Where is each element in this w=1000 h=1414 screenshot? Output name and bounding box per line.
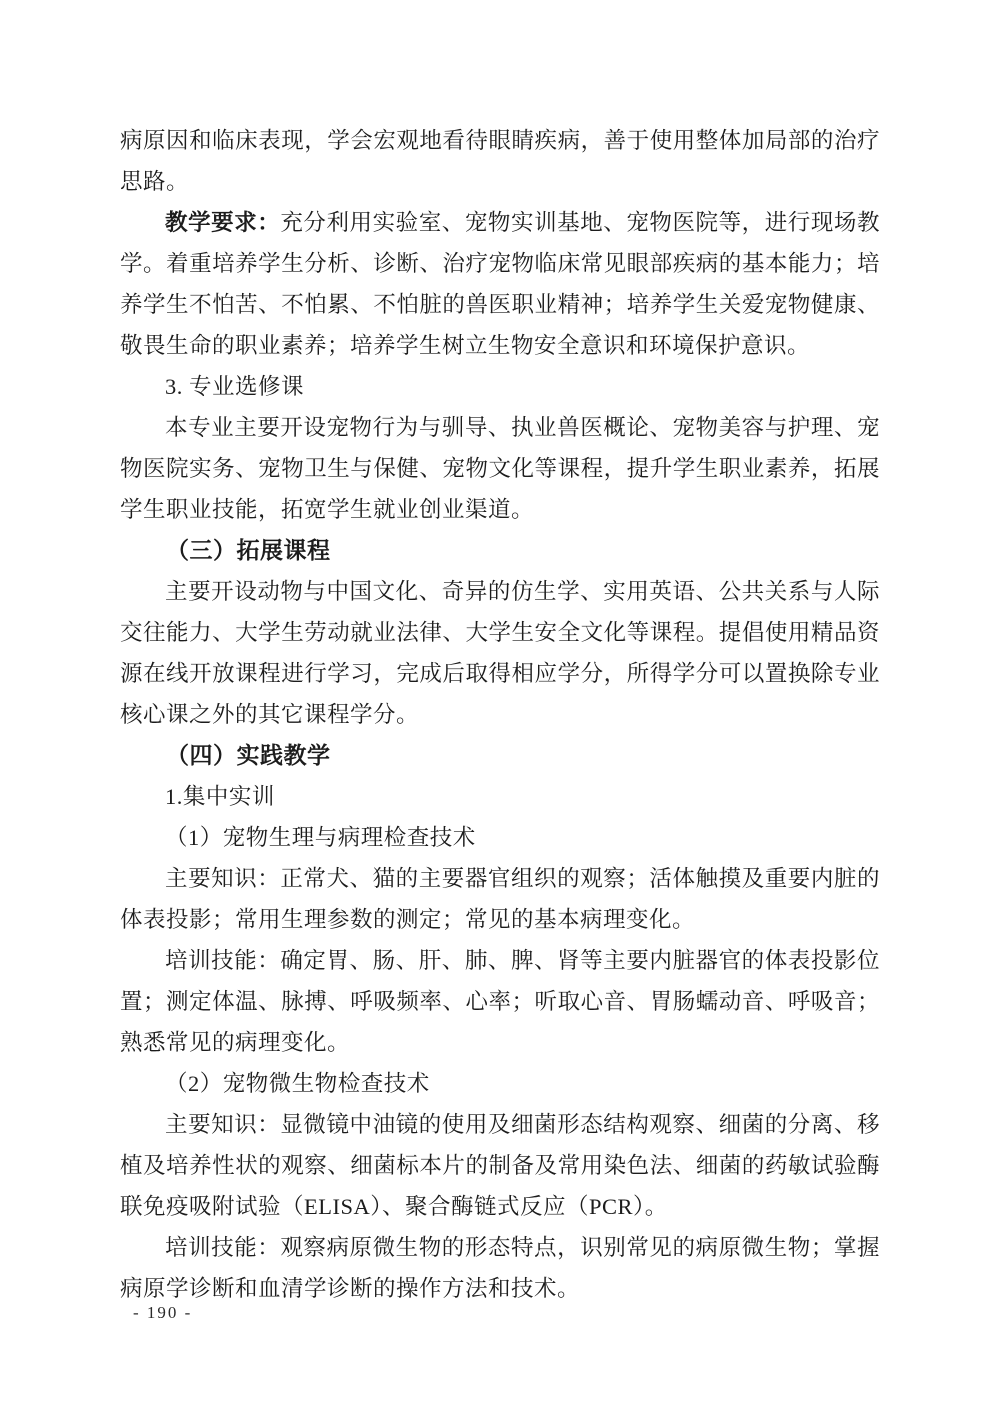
paragraph-eye-disease-continuation: 病原因和临床表现，学会宏观地看待眼睛疾病，善于使用整体加局部的治疗思路。 (120, 128, 880, 194)
list-item-elective-courses: 3. 专业选修课 (165, 374, 305, 399)
teaching-requirements-label: 教学要求： (165, 210, 281, 235)
paragraph-main-knowledge-physiology: 主要知识：正常犬、猫的主要器官组织的观察；活体触摸及重要内脏的体表投影；常用生理参数的测定；常见的基本病理变化。 (120, 866, 880, 932)
paragraph-training-skills-microbiology: 培训技能：观察病原微生物的形态特点，识别常见的病原微生物；掌握病原学诊断和血清学诊断的操作方法和技术。 (120, 1235, 880, 1301)
paragraph-teaching-requirements (120, 202, 880, 366)
page-number: - 190 - (133, 1303, 193, 1322)
heading-practical-teaching: （四）实践教学 (166, 742, 331, 768)
paragraph-main-knowledge-microbiology: 主要知识：显微镜中油镜的使用及细菌形态结构观察、细菌的分离、移植及培养性状的观察、细菌标本片的制备及常用染色法、细菌的药敏试验酶联免疫吸附试验（ELISA）、聚合酶链式反应（PCR）。 (120, 1112, 880, 1219)
paragraph-training-skills-physiology: 培训技能：确定胃、肠、肝、肺、脾、肾等主要内脏器官的体表投影位置；测定体温、脉搏、呼吸频率、心率；听取心音、胃肠蠕动音、呼吸音；熟悉常见的病理变化。 (120, 948, 880, 1055)
document-body (120, 120, 880, 1309)
paragraph-elective-courses-detail: 本专业主要开设宠物行为与驯导、执业兽医概论、宠物美容与护理、宠物医院实务、宠物卫生与保健、宠物文化等课程，提升学生职业素养，拓展学生职业技能，拓宽学生就业创业渠道。 (120, 415, 880, 522)
teaching-requirements-text: 充分利用实验室、宠物实训基地、宠物医院等，进行现场教学。着重培养学生分析、诊断、治疗宠物临床常见眼部疾病的基本能力；培养学生不怕苦、不怕累、不怕脏的兽医职业精神；培养学生关爱宠物健康、敬畏生命的职业素养；培养学生树立生物安全意识和环境保护意识。 (120, 210, 880, 358)
list-item-centralized-training: 1.集中实训 (165, 784, 275, 809)
heading-expansion-courses: （三）拓展课程 (166, 537, 331, 563)
list-item-pet-physiology-pathology: （1）宠物生理与病理检查技术 (165, 825, 476, 850)
list-item-pet-microbiology: （2）宠物微生物检查技术 (165, 1071, 430, 1096)
paragraph-expansion-courses-detail: 主要开设动物与中国文化、奇异的仿生学、实用英语、公共关系与人际交往能力、大学生劳动就业法律、大学生安全文化等课程。提倡使用精品资源在线开放课程进行学习，完成后取得相应学分，所得学分可以置换除专业核心课之外的其它课程学分。 (120, 579, 880, 727)
